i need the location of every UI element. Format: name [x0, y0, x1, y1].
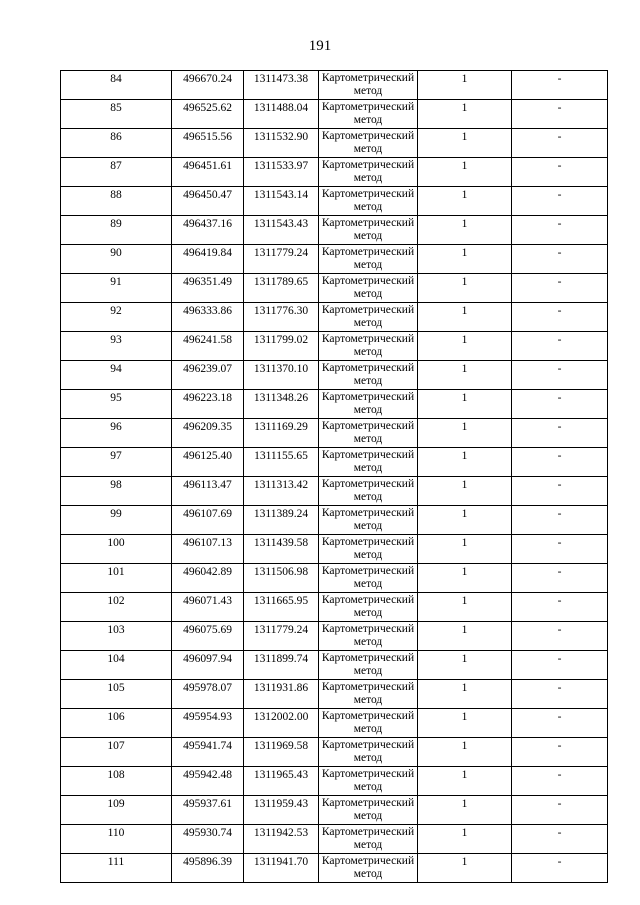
method-cell: Картометрический метод	[319, 100, 418, 129]
accuracy-cell: 1	[418, 71, 512, 100]
method-cell: Картометрический метод	[319, 129, 418, 158]
point-number-cell: 84	[61, 71, 172, 100]
x-coordinate-cell: 495954.93	[172, 709, 244, 738]
point-number-cell: 101	[61, 564, 172, 593]
y-coordinate-cell: 1311506.98	[244, 564, 319, 593]
point-number-cell: 111	[61, 854, 172, 883]
x-coordinate-cell: 496107.69	[172, 506, 244, 535]
method-cell: Картометрический метод	[319, 738, 418, 767]
point-number-cell: 99	[61, 506, 172, 535]
table-row	[61, 100, 608, 129]
y-coordinate-cell: 1311965.43	[244, 767, 319, 796]
method-cell: Картометрический метод	[319, 187, 418, 216]
y-coordinate-cell: 1311779.24	[244, 622, 319, 651]
table-row	[61, 419, 608, 448]
x-coordinate-cell: 496419.84	[172, 245, 244, 274]
method-cell: Картометрический метод	[319, 477, 418, 506]
x-coordinate-cell: 496125.40	[172, 448, 244, 477]
x-coordinate-cell: 496670.24	[172, 71, 244, 100]
point-number-cell: 91	[61, 274, 172, 303]
description-cell: -	[512, 129, 608, 158]
table-row	[61, 303, 608, 332]
table-row	[61, 71, 608, 100]
table-row	[61, 506, 608, 535]
accuracy-cell: 1	[418, 419, 512, 448]
method-cell: Картометрический метод	[319, 825, 418, 854]
x-coordinate-cell: 496209.35	[172, 419, 244, 448]
accuracy-cell: 1	[418, 622, 512, 651]
method-cell: Картометрический метод	[319, 796, 418, 825]
description-cell: -	[512, 622, 608, 651]
x-coordinate-cell: 496450.47	[172, 187, 244, 216]
y-coordinate-cell: 1311942.53	[244, 825, 319, 854]
point-number-cell: 92	[61, 303, 172, 332]
table-row	[61, 216, 608, 245]
description-cell: -	[512, 825, 608, 854]
description-cell: -	[512, 390, 608, 419]
description-cell: -	[512, 854, 608, 883]
y-coordinate-cell: 1311370.10	[244, 361, 319, 390]
accuracy-cell: 1	[418, 680, 512, 709]
point-number-cell: 105	[61, 680, 172, 709]
y-coordinate-cell: 1311439.58	[244, 535, 319, 564]
y-coordinate-cell: 1311543.43	[244, 216, 319, 245]
x-coordinate-cell: 495937.61	[172, 796, 244, 825]
accuracy-cell: 1	[418, 332, 512, 361]
description-cell: -	[512, 767, 608, 796]
accuracy-cell: 1	[418, 825, 512, 854]
accuracy-cell: 1	[418, 129, 512, 158]
method-cell: Картометрический метод	[319, 680, 418, 709]
description-cell: -	[512, 738, 608, 767]
point-number-cell: 94	[61, 361, 172, 390]
x-coordinate-cell: 496071.43	[172, 593, 244, 622]
table-row	[61, 129, 608, 158]
description-cell: -	[512, 216, 608, 245]
accuracy-cell: 1	[418, 651, 512, 680]
y-coordinate-cell: 1311941.70	[244, 854, 319, 883]
coordinates-table-body	[61, 71, 608, 883]
method-cell: Картометрический метод	[319, 709, 418, 738]
y-coordinate-cell: 1311665.95	[244, 593, 319, 622]
x-coordinate-cell: 496107.13	[172, 535, 244, 564]
point-number-cell: 95	[61, 390, 172, 419]
y-coordinate-cell: 1311532.90	[244, 129, 319, 158]
y-coordinate-cell: 1311959.43	[244, 796, 319, 825]
x-coordinate-cell: 496075.69	[172, 622, 244, 651]
method-cell: Картометрический метод	[319, 158, 418, 187]
coordinates-table	[60, 70, 608, 883]
method-cell: Картометрический метод	[319, 419, 418, 448]
y-coordinate-cell: 1311899.74	[244, 651, 319, 680]
method-cell: Картометрический метод	[319, 651, 418, 680]
accuracy-cell: 1	[418, 100, 512, 129]
point-number-cell: 89	[61, 216, 172, 245]
description-cell: -	[512, 245, 608, 274]
point-number-cell: 102	[61, 593, 172, 622]
table-row	[61, 825, 608, 854]
x-coordinate-cell: 495942.48	[172, 767, 244, 796]
x-coordinate-cell: 496223.18	[172, 390, 244, 419]
y-coordinate-cell: 1311473.38	[244, 71, 319, 100]
method-cell: Картометрический метод	[319, 332, 418, 361]
accuracy-cell: 1	[418, 738, 512, 767]
y-coordinate-cell: 1311389.24	[244, 506, 319, 535]
method-cell: Картометрический метод	[319, 854, 418, 883]
method-cell: Картометрический метод	[319, 361, 418, 390]
description-cell: -	[512, 71, 608, 100]
table-row	[61, 680, 608, 709]
description-cell: -	[512, 593, 608, 622]
method-cell: Картометрический метод	[319, 71, 418, 100]
point-number-cell: 93	[61, 332, 172, 361]
accuracy-cell: 1	[418, 245, 512, 274]
method-cell: Картометрический метод	[319, 564, 418, 593]
x-coordinate-cell: 496451.61	[172, 158, 244, 187]
accuracy-cell: 1	[418, 767, 512, 796]
point-number-cell: 100	[61, 535, 172, 564]
table-row	[61, 854, 608, 883]
x-coordinate-cell: 496097.94	[172, 651, 244, 680]
method-cell: Картометрический метод	[319, 593, 418, 622]
table-row	[61, 593, 608, 622]
description-cell: -	[512, 448, 608, 477]
y-coordinate-cell: 1311969.58	[244, 738, 319, 767]
accuracy-cell: 1	[418, 564, 512, 593]
x-coordinate-cell: 496239.07	[172, 361, 244, 390]
y-coordinate-cell: 1311313.42	[244, 477, 319, 506]
accuracy-cell: 1	[418, 187, 512, 216]
y-coordinate-cell: 1311779.24	[244, 245, 319, 274]
table-row	[61, 361, 608, 390]
table-row	[61, 245, 608, 274]
accuracy-cell: 1	[418, 216, 512, 245]
accuracy-cell: 1	[418, 477, 512, 506]
point-number-cell: 85	[61, 100, 172, 129]
y-coordinate-cell: 1312002.00	[244, 709, 319, 738]
y-coordinate-cell: 1311931.86	[244, 680, 319, 709]
accuracy-cell: 1	[418, 274, 512, 303]
table-row	[61, 535, 608, 564]
table-row	[61, 274, 608, 303]
table-row	[61, 158, 608, 187]
x-coordinate-cell: 496333.86	[172, 303, 244, 332]
table-row	[61, 796, 608, 825]
x-coordinate-cell: 496113.47	[172, 477, 244, 506]
description-cell: -	[512, 506, 608, 535]
description-cell: -	[512, 709, 608, 738]
accuracy-cell: 1	[418, 506, 512, 535]
point-number-cell: 108	[61, 767, 172, 796]
description-cell: -	[512, 651, 608, 680]
method-cell: Картометрический метод	[319, 390, 418, 419]
method-cell: Картометрический метод	[319, 216, 418, 245]
description-cell: -	[512, 419, 608, 448]
table-row	[61, 738, 608, 767]
description-cell: -	[512, 535, 608, 564]
description-cell: -	[512, 274, 608, 303]
point-number-cell: 104	[61, 651, 172, 680]
x-coordinate-cell: 495978.07	[172, 680, 244, 709]
page-number: 191	[308, 38, 332, 54]
y-coordinate-cell: 1311533.97	[244, 158, 319, 187]
point-number-cell: 87	[61, 158, 172, 187]
point-number-cell: 98	[61, 477, 172, 506]
table-row	[61, 390, 608, 419]
description-cell: -	[512, 303, 608, 332]
description-cell: -	[512, 680, 608, 709]
x-coordinate-cell: 496042.89	[172, 564, 244, 593]
table-row	[61, 332, 608, 361]
description-cell: -	[512, 477, 608, 506]
y-coordinate-cell: 1311155.65	[244, 448, 319, 477]
table-row	[61, 622, 608, 651]
table-row	[61, 187, 608, 216]
point-number-cell: 97	[61, 448, 172, 477]
accuracy-cell: 1	[418, 448, 512, 477]
x-coordinate-cell: 496515.56	[172, 129, 244, 158]
description-cell: -	[512, 332, 608, 361]
method-cell: Картометрический метод	[319, 274, 418, 303]
point-number-cell: 96	[61, 419, 172, 448]
point-number-cell: 110	[61, 825, 172, 854]
table-row	[61, 477, 608, 506]
description-cell: -	[512, 100, 608, 129]
method-cell: Картометрический метод	[319, 506, 418, 535]
method-cell: Картометрический метод	[319, 303, 418, 332]
point-number-cell: 109	[61, 796, 172, 825]
y-coordinate-cell: 1311348.26	[244, 390, 319, 419]
method-cell: Картометрический метод	[319, 535, 418, 564]
table-row	[61, 651, 608, 680]
description-cell: -	[512, 796, 608, 825]
y-coordinate-cell: 1311799.02	[244, 332, 319, 361]
y-coordinate-cell: 1311789.65	[244, 274, 319, 303]
x-coordinate-cell: 496437.16	[172, 216, 244, 245]
description-cell: -	[512, 564, 608, 593]
accuracy-cell: 1	[418, 158, 512, 187]
point-number-cell: 103	[61, 622, 172, 651]
x-coordinate-cell: 496351.49	[172, 274, 244, 303]
method-cell: Картометрический метод	[319, 767, 418, 796]
accuracy-cell: 1	[418, 709, 512, 738]
table-row	[61, 448, 608, 477]
x-coordinate-cell: 496525.62	[172, 100, 244, 129]
x-coordinate-cell: 496241.58	[172, 332, 244, 361]
accuracy-cell: 1	[418, 361, 512, 390]
point-number-cell: 106	[61, 709, 172, 738]
method-cell: Картометрический метод	[319, 622, 418, 651]
accuracy-cell: 1	[418, 390, 512, 419]
accuracy-cell: 1	[418, 303, 512, 332]
y-coordinate-cell: 1311488.04	[244, 100, 319, 129]
method-cell: Картометрический метод	[319, 448, 418, 477]
description-cell: -	[512, 187, 608, 216]
y-coordinate-cell: 1311776.30	[244, 303, 319, 332]
description-cell: -	[512, 158, 608, 187]
accuracy-cell: 1	[418, 796, 512, 825]
accuracy-cell: 1	[418, 593, 512, 622]
table-row	[61, 709, 608, 738]
point-number-cell: 86	[61, 129, 172, 158]
description-cell: -	[512, 361, 608, 390]
accuracy-cell: 1	[418, 854, 512, 883]
point-number-cell: 90	[61, 245, 172, 274]
point-number-cell: 88	[61, 187, 172, 216]
y-coordinate-cell: 1311169.29	[244, 419, 319, 448]
point-number-cell: 107	[61, 738, 172, 767]
y-coordinate-cell: 1311543.14	[244, 187, 319, 216]
x-coordinate-cell: 495941.74	[172, 738, 244, 767]
method-cell: Картометрический метод	[319, 245, 418, 274]
x-coordinate-cell: 495896.39	[172, 854, 244, 883]
accuracy-cell: 1	[418, 535, 512, 564]
table-row	[61, 564, 608, 593]
table-row	[61, 767, 608, 796]
x-coordinate-cell: 495930.74	[172, 825, 244, 854]
